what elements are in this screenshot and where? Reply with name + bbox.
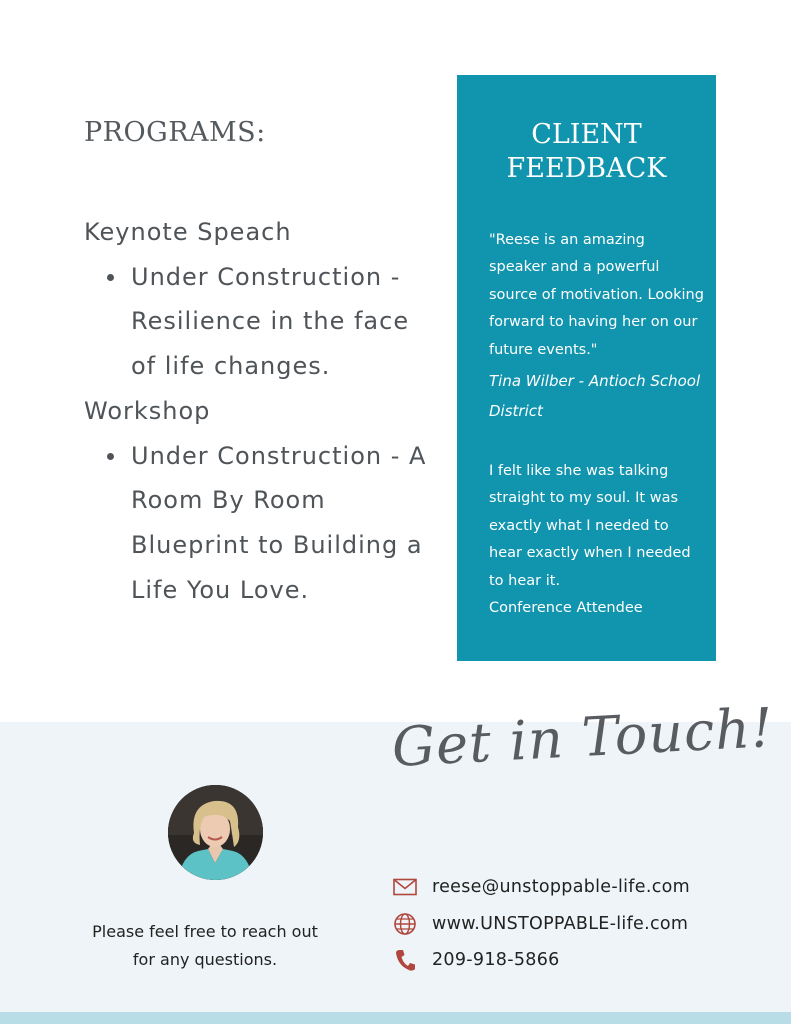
- client-feedback-panel: [457, 75, 716, 661]
- program-detail-keynote: Under Construction - Resilience in the face of life changes.: [131, 255, 434, 389]
- get-in-touch-heading: Get in Touch!: [390, 696, 776, 779]
- programs-heading: PROGRAMS:: [84, 117, 266, 148]
- email-row[interactable]: [393, 873, 690, 901]
- mail-icon: [393, 875, 417, 899]
- program-type-keynote: Keynote Speach: [84, 218, 292, 246]
- globe-icon: [393, 912, 417, 936]
- feedback-body: [489, 227, 704, 622]
- program-type-workshop: Workshop: [84, 396, 211, 425]
- testimonial-quote-2: I felt like she was talking straight to my soul. It was exactly what I needed to hear exactly when I needed to hear it.: [489, 463, 691, 589]
- website-link[interactable]: www.UNSTOPPABLE-life.com: [432, 914, 689, 934]
- phone-row[interactable]: [393, 946, 560, 974]
- workshop-sublist: [84, 434, 434, 613]
- feedback-title: [457, 118, 716, 186]
- phone-number[interactable]: 209-918-5866: [432, 950, 560, 970]
- portrait-photo: [168, 785, 263, 880]
- phone-icon: [393, 948, 417, 972]
- avatar: [168, 785, 263, 880]
- website-row[interactable]: [393, 910, 688, 938]
- programs-list: [84, 210, 434, 612]
- keynote-sublist: [84, 255, 434, 389]
- testimonial-author-2: Conference Attendee: [489, 600, 643, 617]
- email-link[interactable]: reese@unstoppable-life.com: [432, 877, 690, 897]
- bottom-strip: [0, 1012, 791, 1024]
- feedback-title-text: CLIENT FEEDBACK: [506, 119, 667, 184]
- program-detail-workshop: Under Construction - A Room By Room Blueprint to Building a Life You Love.: [131, 434, 434, 613]
- testimonial-quote-1: "Reese is an amazing speaker and a powerful source of motivation. Looking forward to having her on our future events.": [489, 232, 704, 358]
- reach-out-text: Please feel free to reach out for any questions.: [92, 922, 318, 969]
- testimonial-author-1: Tina Wilber - Antioch School District: [489, 372, 701, 421]
